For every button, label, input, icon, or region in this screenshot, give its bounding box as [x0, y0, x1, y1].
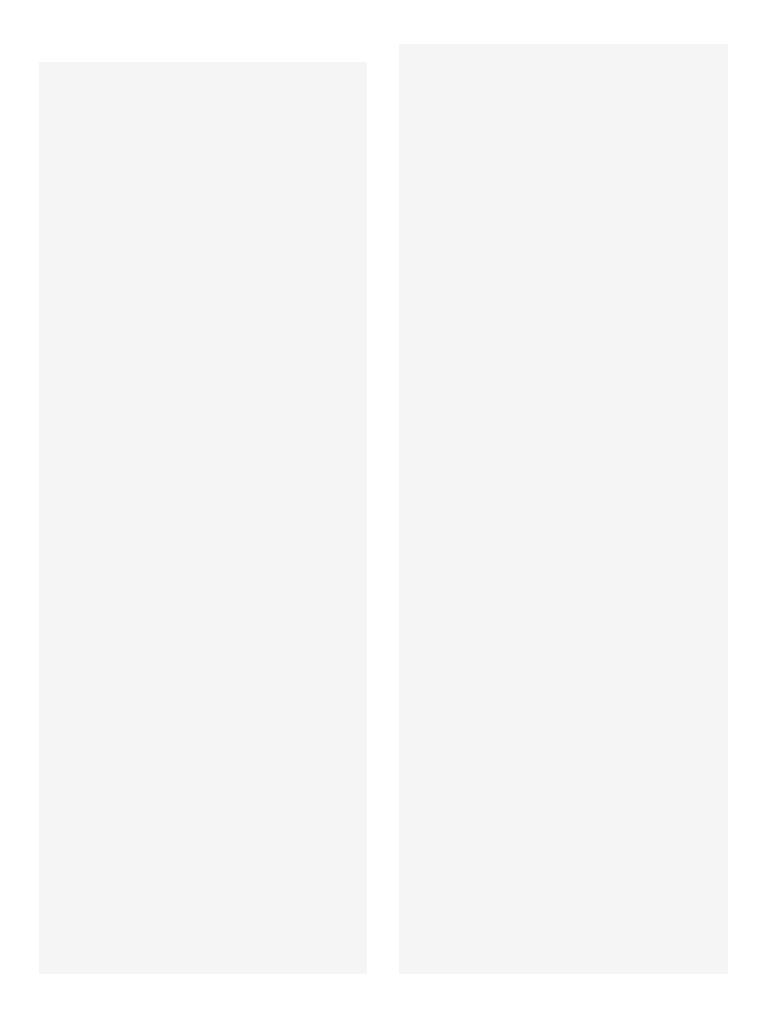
left-column: [39, 62, 367, 974]
right-column: [399, 44, 728, 974]
